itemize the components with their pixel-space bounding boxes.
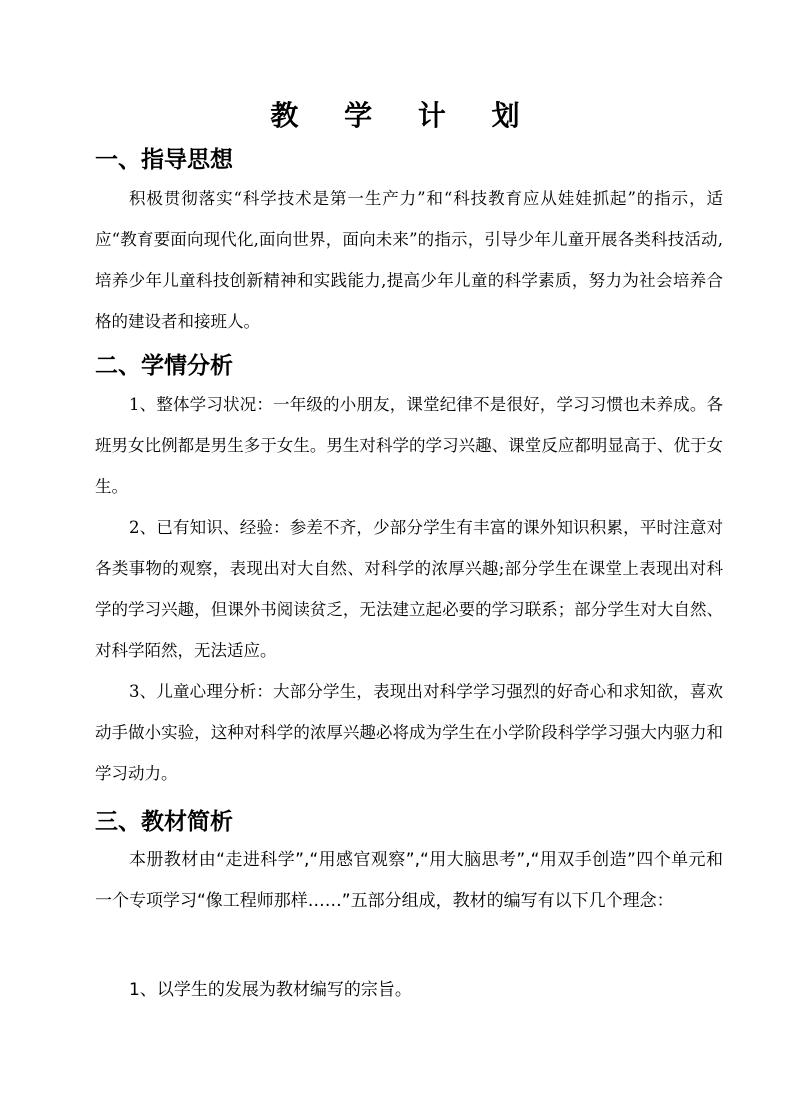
paragraph-textbook-overview: 本册教材由“走进科学”,“用感官观察”,“用大脑思考”,“用双手创造”四个单元和一个专项学习“像工程师那样……”五部分组成，教材的编写有以下几个理念： [95, 850, 723, 911]
section-heading-guiding-ideology: 一、指导思想 [95, 147, 233, 173]
paragraph-guiding-ideology: 积极贯彻落实“科学技术是第一生产力”和“科技教育应从娃娃抓起”的指示，适应“教育要面向现代化,面向世界，面向未来”的指示，引导少年儿童开展各类科技活动,培养少年儿童科技创新精神和实践能力,提高少年儿童的科学素质，努力为社会培养合格的建设者和接班人。 [95, 189, 723, 331]
paragraph-textbook-principle-1: 1、以学生的发展为教材编写的宗旨。 [129, 980, 412, 1000]
paragraph-existing-knowledge: 2、已有知识、经验：参差不齐，少部分学生有丰富的课外知识积累，平时注意对各类事物的观察，表现出对大自然、对科学的浓厚兴趣;部分学生在课堂上表现出对科学的学习兴趣，但课外书阅读贫乏，无法建立起必要的学习联系；部分学生对大自然、对科学陌然，无法适应。 [95, 518, 723, 660]
section-heading-textbook-analysis: 三、教材简析 [95, 809, 233, 835]
section-heading-student-analysis: 二、学情分析 [95, 353, 233, 379]
paragraph-overall-learning: 1、整体学习状况：一年级的小朋友，课堂纪律不是很好，学习习惯也未养成。各班男女比例都是男生多于女生。男生对科学的学习兴趣、课堂反应都明显高于、优于女生。 [95, 395, 723, 496]
paragraph-child-psychology: 3、儿童心理分析：大部分学生，表现出对科学学习强烈的好奇心和求知欲，喜欢动手做小实验，这种对科学的浓厚兴趣必将成为学生在小学阶段科学学习强大内驱力和学习动力。 [95, 682, 723, 783]
document-title: 教 学 计 划 [270, 99, 538, 132]
